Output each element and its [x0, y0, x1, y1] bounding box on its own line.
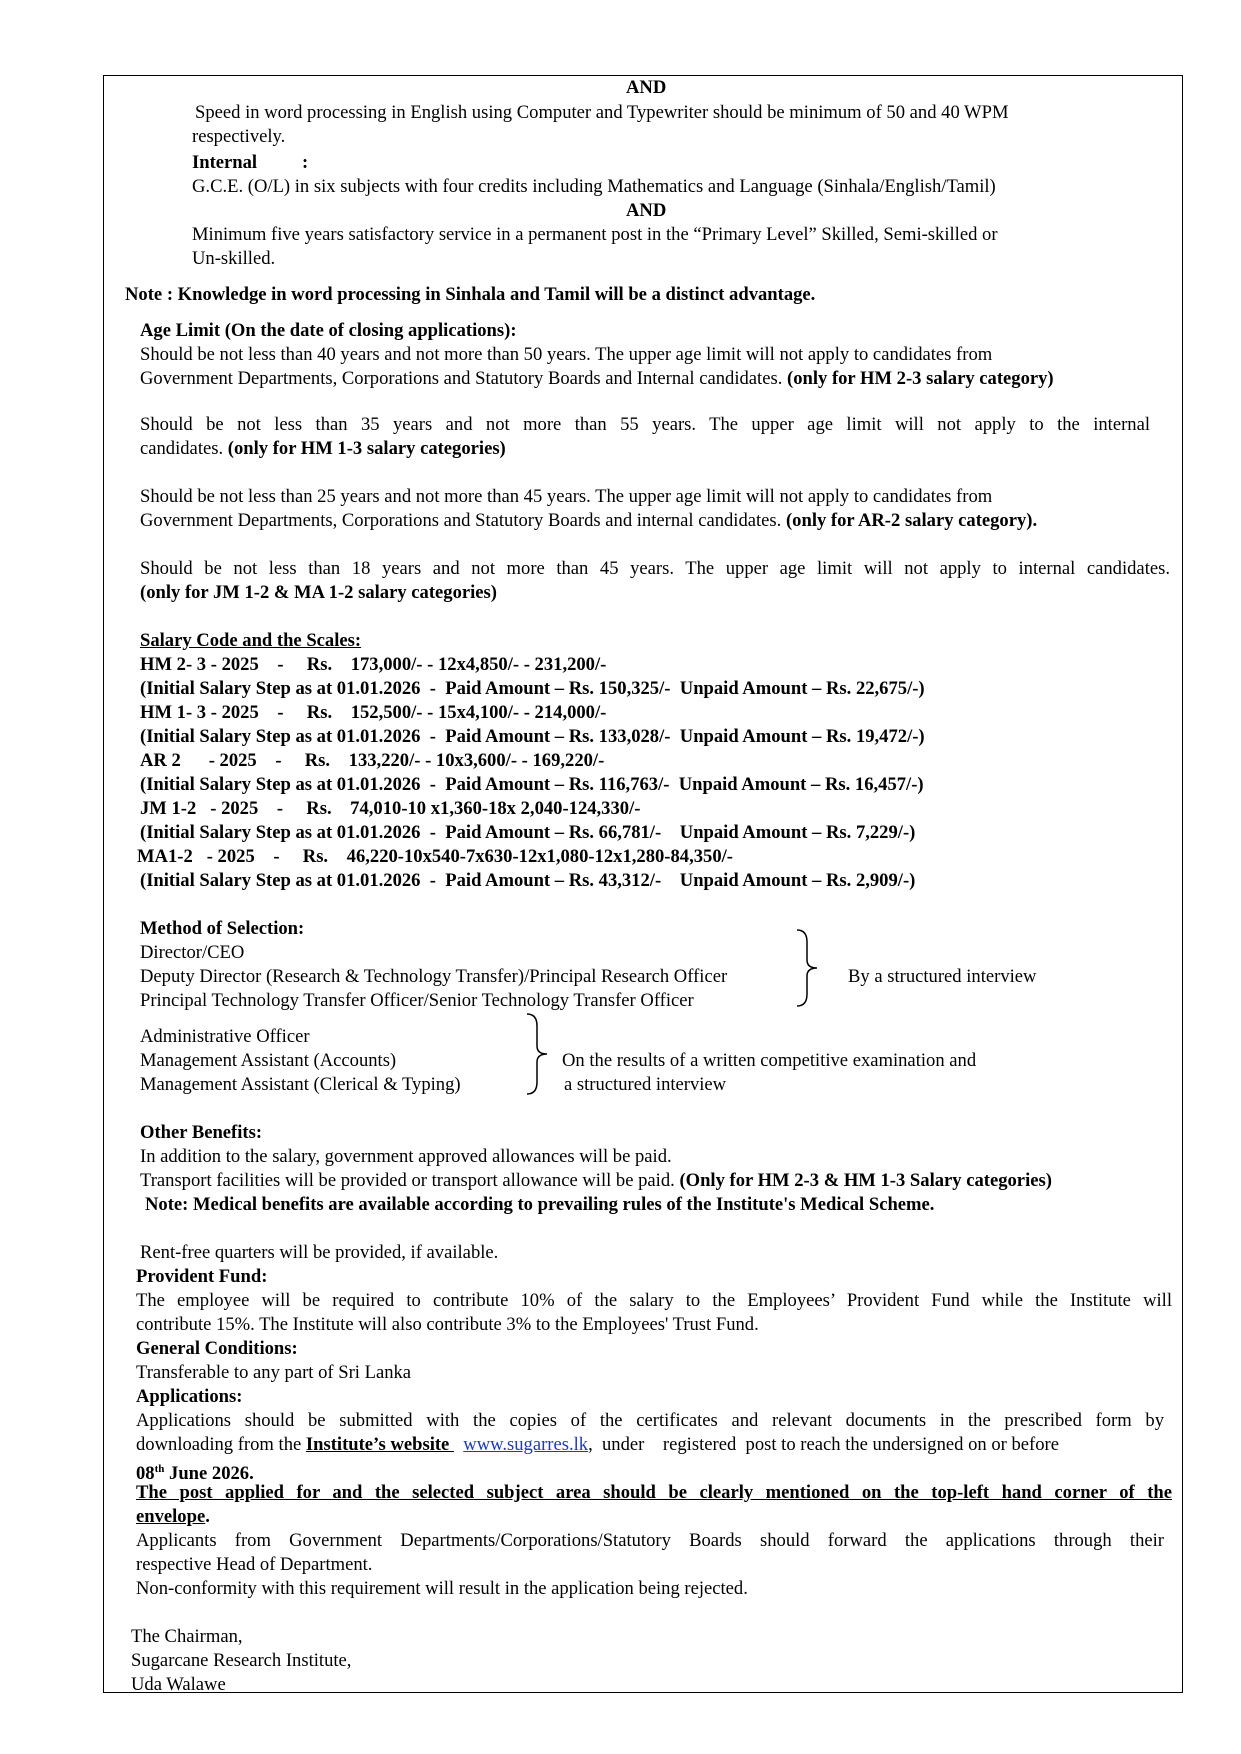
age-ar2-line-1: Should be not less than 25 years and not more than 45 years. The upper age limit will not apply to candidates from: [140, 486, 993, 507]
selection-post: Management Assistant (Clerical & Typing): [140, 1074, 461, 1095]
age-jm-ma-line-1: Should be not less than 18 years and not more than 45 years. The upper age limit will not apply to internal candidates.: [140, 558, 1170, 579]
salary-scale-line: MA1-2 - 2025 - Rs. 46,220-10x540-7x630-12x1,080-12x1,280-84,350/-: [137, 846, 733, 867]
provident-heading: Provident Fund:: [136, 1266, 268, 1287]
and-separator: AND: [626, 200, 667, 221]
service-requirement-line-2: Un-skilled.: [192, 248, 276, 269]
benefits-heading: Other Benefits:: [140, 1122, 263, 1143]
salary-step-line: (Initial Salary Step as at 01.01.2026 - Paid Amount – Rs. 66,781/- Unpaid Amount – Rs. 7,229/-): [140, 822, 916, 843]
applications-line-1: Applications should be submitted with the copies of the certificates and relevant documents in the prescribed form by: [136, 1410, 1164, 1431]
salary-scale-line: JM 1-2 - 2025 - Rs. 74,010-10 x1,360-18x 2,040-124,330/-: [140, 798, 641, 819]
internal-label: Internal: [192, 152, 258, 173]
word-processing-note: Note : Knowledge in word processing in Sinhala and Tamil will be a distinct advantage.: [125, 284, 816, 305]
benefits-medical-note: Note: Medical benefits are available according to prevailing rules of the Institute's Medical Scheme.: [145, 1194, 935, 1215]
signatory-location: Uda Walawe: [131, 1674, 226, 1695]
speed-requirement-line-1: Speed in word processing in English using Computer and Typewriter should be minimum of 50 and 40 WPM: [195, 102, 1009, 123]
institute-website-label: Institute’s website: [305, 1434, 454, 1455]
age-hm13-line-2: candidates. (only for HM 1-3 salary categories): [140, 438, 506, 459]
envelope-instruction-line-2: envelope.: [136, 1506, 210, 1527]
and-separator: AND: [626, 77, 667, 98]
selection-post: Deputy Director (Research & Technology Transfer)/Principal Research Officer: [140, 966, 728, 987]
age-hm13-line-1: Should be not less than 35 years and not more than 55 years. The upper age limit will not apply to the internal: [140, 414, 1150, 435]
salary-step-line: (Initial Salary Step as at 01.01.2026 - Paid Amount – Rs. 43,312/- Unpaid Amount – Rs. 2,909/-): [140, 870, 916, 891]
selection-method-interview: By a structured interview: [848, 966, 1037, 987]
provident-line-1: The employee will be required to contribute 10% of the salary to the Employees’ Provident Fund while the Institute will: [136, 1290, 1172, 1311]
gce-requirement: G.C.E. (O/L) in six subjects with four credits including Mathematics and Language (Sinhala/English/Tamil): [192, 176, 996, 197]
signatory-title: The Chairman,: [131, 1626, 243, 1647]
government-applicants-line-2: respective Head of Department.: [136, 1554, 373, 1575]
benefits-transport: Transport facilities will be provided or transport allowance will be paid. (Only for HM 2-3 & HM 1-3 Salary categories): [140, 1170, 1052, 1191]
selection-post: Administrative Officer: [140, 1026, 310, 1047]
selection-post: Principal Technology Transfer Officer/Senior Technology Transfer Officer: [140, 990, 694, 1011]
salary-heading: Salary Code and the Scales:: [140, 630, 362, 651]
provident-line-2: contribute 15%. The Institute will also contribute 3% to the Employees' Trust Fund.: [136, 1314, 759, 1335]
selection-method-exam: On the results of a written competitive examination and: [562, 1050, 977, 1071]
salary-step-line: (Initial Salary Step as at 01.01.2026 - Paid Amount – Rs. 116,763/- Unpaid Amount – Rs. 16,457/-): [140, 774, 924, 795]
selection-post: Director/CEO: [140, 942, 245, 963]
age-limit-heading: Age Limit (On the date of closing applications):: [140, 320, 517, 341]
brace-icon: [525, 1012, 555, 1096]
applications-heading: Applications:: [136, 1386, 243, 1407]
benefits-rent: Rent-free quarters will be provided, if available.: [140, 1242, 499, 1263]
speed-requirement-line-2: respectively.: [192, 126, 286, 147]
brace-icon: [795, 928, 825, 1008]
age-ar2-line-2: Government Departments, Corporations and Statutory Boards and internal candidates. (only for AR-2 salary category).: [140, 510, 1038, 531]
service-requirement-line-1: Minimum five years satisfactory service in a permanent post in the “Primary Level” Skilled, Semi-skilled or: [192, 224, 998, 245]
selection-method-exam-2: a structured interview: [564, 1074, 727, 1095]
selection-heading: Method of Selection:: [140, 918, 305, 939]
signatory-organization: Sugarcane Research Institute,: [131, 1650, 352, 1671]
benefits-allowances: In addition to the salary, government approved allowances will be paid.: [140, 1146, 672, 1167]
salary-step-line: (Initial Salary Step as at 01.01.2026 - Paid Amount – Rs. 133,028/- Unpaid Amount – Rs. 19,472/-): [140, 726, 925, 747]
general-transferable: Transferable to any part of Sri Lanka: [136, 1362, 412, 1383]
salary-scale-line: HM 2- 3 - 2025 - Rs. 173,000/- - 12x4,850/- - 231,200/-: [140, 654, 607, 675]
selection-post: Management Assistant (Accounts): [140, 1050, 397, 1071]
closing-date: 08th June 2026.: [136, 1463, 254, 1485]
general-heading: General Conditions:: [136, 1338, 298, 1359]
age-jm-ma-line-2: (only for JM 1-2 & MA 1-2 salary categories): [140, 582, 497, 603]
internal-colon: :: [302, 152, 309, 173]
salary-step-line: (Initial Salary Step as at 01.01.2026 - Paid Amount – Rs. 150,325/- Unpaid Amount – Rs. 22,675/-): [140, 678, 925, 699]
age-hm23-line-2: Government Departments, Corporations and Statutory Boards and Internal candidates. (only for HM 2-3 salary category): [140, 368, 1054, 389]
envelope-instruction-line-1: The post applied for and the selected subject area should be clearly mentioned on the top-left hand corner of the: [136, 1482, 1172, 1503]
government-applicants-line-1: Applicants from Government Departments/Corporations/Statutory Boards should forward the applications through their: [136, 1530, 1164, 1551]
age-hm23-line-1: Should be not less than 40 years and not more than 50 years. The upper age limit will not apply to candidates from: [140, 344, 993, 365]
website-link[interactable]: www.sugarres.lk: [463, 1434, 589, 1455]
non-conformity-warning: Non-conformity with this requirement will result in the application being rejected.: [136, 1578, 748, 1599]
salary-scale-line: AR 2 - 2025 - Rs. 133,220/- - 10x3,600/- - 169,220/-: [140, 750, 605, 771]
applications-line-2: downloading from the Institute’s website www.sugarres.lk, under registered post to reach the undersigned on or before: [136, 1434, 1059, 1455]
salary-scale-line: HM 1- 3 - 2025 - Rs. 152,500/- - 15x4,100/- - 214,000/-: [140, 702, 607, 723]
